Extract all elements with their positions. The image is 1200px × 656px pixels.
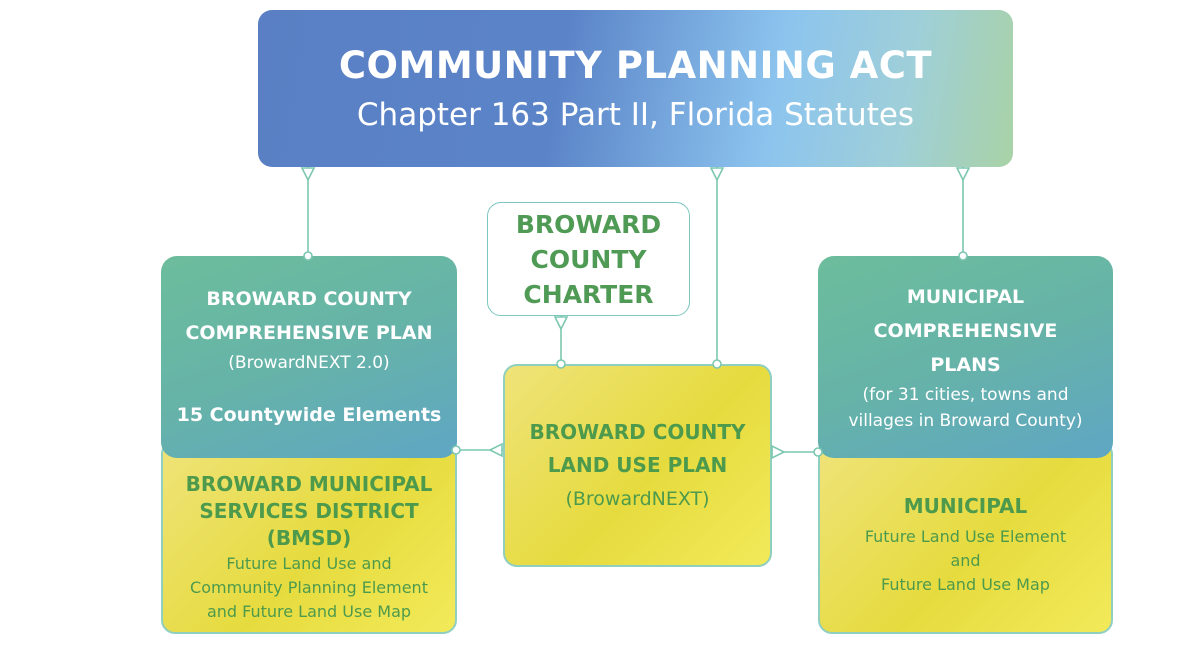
bmsd-title: (BMSD) — [266, 525, 352, 550]
municipal-title: MUNICIPAL — [903, 494, 1028, 518]
bmsd-title: BROWARD MUNICIPAL — [185, 471, 433, 496]
county-plan-sub: (BrowardNEXT 2.0) — [228, 353, 390, 373]
land-use-plan-sub: (BrowardNEXT) — [565, 487, 710, 510]
municipal-comprehensive-plans-box — [818, 256, 1113, 458]
charter-line: CHARTER — [523, 279, 654, 309]
connector-act-to-land-use-plan — [711, 167, 723, 368]
county-plan-elements: 15 Countywide Elements — [176, 404, 442, 426]
municipal-box — [818, 440, 1113, 634]
connector-county-plan-to-land-use-plan — [452, 444, 503, 456]
municipal-plans-title: COMPREHENSIVE — [873, 320, 1058, 342]
municipal-plans-title: MUNICIPAL — [906, 286, 1025, 308]
land-use-plan-title: BROWARD COUNTY — [529, 419, 746, 444]
bmsd-sub: Community Planning Element — [190, 577, 428, 597]
community-planning-act-box — [258, 10, 1013, 167]
bmsd-sub: Future Land Use and — [226, 553, 392, 573]
municipal-plans-sub: villages in Broward County) — [848, 411, 1083, 431]
land-use-plan-title: LAND USE PLAN — [547, 452, 728, 477]
municipal-sub: Future Land Use Element — [864, 527, 1067, 546]
connector-charter-to-land-use-plan — [555, 316, 567, 368]
municipal-plans-title: PLANS — [930, 354, 1001, 376]
bmsd-sub: and Future Land Use Map — [206, 601, 412, 621]
bmsd-box — [161, 440, 457, 634]
act-subtitle: Chapter 163 Part II, Florida Statutes — [356, 97, 915, 133]
county-plan-title: BROWARD COUNTY — [206, 288, 412, 310]
bmsd-title: SERVICES DISTRICT — [199, 498, 419, 523]
county-charter-box — [487, 202, 690, 316]
land-use-plan-box — [503, 364, 772, 567]
municipal-sub: Future Land Use Map — [881, 575, 1050, 594]
connector-land-use-plan-to-municipal — [771, 446, 822, 458]
connector-act-to-municipal-plans — [957, 167, 969, 260]
county-comprehensive-plan-box — [161, 256, 457, 458]
connector-act-to-county-plan — [302, 167, 314, 260]
charter-line: BROWARD — [515, 209, 662, 239]
municipal-sub: and — [950, 551, 981, 570]
act-title: COMMUNITY PLANNING ACT — [338, 44, 933, 87]
charter-line: COUNTY — [530, 244, 647, 274]
municipal-plans-sub: (for 31 cities, towns and — [862, 385, 1069, 405]
county-plan-title: COMPREHENSIVE PLAN — [185, 322, 433, 344]
